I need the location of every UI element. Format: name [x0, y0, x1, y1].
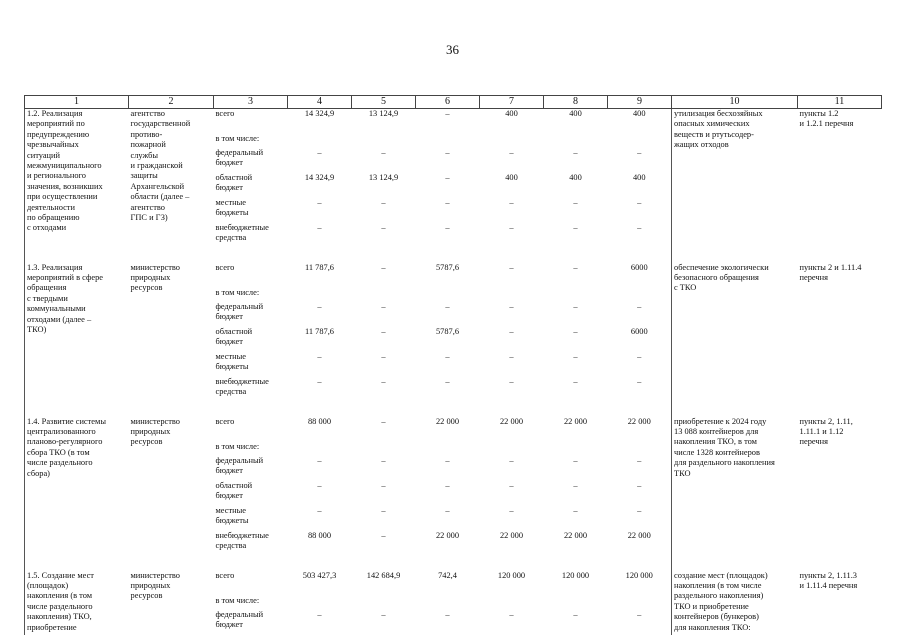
funding-value-cell — [352, 288, 416, 302]
funding-value-cell — [416, 288, 480, 302]
funding-value-cell: – — [317, 197, 322, 207]
funding-source-cell: внебюджетные средства — [215, 530, 269, 550]
funding-value-cell: 6000 — [608, 263, 672, 288]
funding-value-cell: – — [509, 505, 514, 515]
funding-value-cell: – — [573, 222, 578, 232]
funding-value-cell: – — [608, 506, 672, 531]
funding-value-cell: – — [573, 505, 578, 515]
funding-source-cell: местные бюджеты — [215, 505, 249, 525]
result-cell: утилизация бесхозяйных опасных химических веществ и ртутьсодер- жащих отходов — [674, 109, 763, 150]
funding-source-cell: всего — [215, 109, 235, 118]
funding-value-cell: – — [573, 197, 578, 207]
funding-value-cell — [352, 442, 416, 456]
funding-value-cell: 14 324,9 — [304, 109, 335, 118]
funding-value-cell: 11 787,6 — [304, 326, 334, 336]
reference-cell: пункты 2 и 1.11.4 перечня — [799, 262, 862, 282]
funding-value-cell — [544, 134, 608, 148]
funding-value-cell: 400 — [505, 109, 518, 118]
funding-value-cell: – — [381, 222, 386, 232]
funding-value-cell — [608, 288, 672, 302]
funding-value-cell: 120 000 — [608, 571, 672, 596]
funding-value-cell — [416, 596, 480, 610]
funding-value-cell — [544, 596, 608, 610]
funding-value-cell: – — [509, 609, 514, 619]
funding-value-cell: 503 427,3 — [302, 570, 337, 580]
result-cell: создание мест (площадок) накопления (в том числе раздельного накопления) ТКО и приобретение контейнеров (бункеров) для накопления ТКО: — [674, 570, 768, 632]
funding-value-cell — [608, 134, 672, 148]
funding-value-cell — [608, 596, 672, 610]
funding-source-cell: в том числе: — [215, 441, 260, 451]
funding-source-cell: областной бюджет — [215, 326, 253, 346]
funding-value-cell — [480, 442, 544, 456]
funding-value-cell: 88 000 — [307, 530, 332, 540]
funding-source-cell: всего — [215, 570, 235, 580]
funding-value-cell — [352, 596, 416, 610]
funding-value-cell: – — [445, 505, 450, 515]
funding-value-cell: – — [445, 376, 450, 386]
funding-value-cell: – — [608, 456, 672, 481]
funding-value-cell: 120 000 — [497, 570, 526, 580]
funding-value-cell: 400 — [505, 172, 518, 182]
funding-value-cell: – — [381, 480, 386, 490]
funding-value-cell: – — [608, 223, 672, 263]
reference-cell: пункты 1.2 и 1.2.1 перечня — [799, 109, 854, 129]
funding-value-cell: – — [317, 222, 322, 232]
funding-value-cell: – — [445, 455, 450, 465]
funding-value-cell — [544, 442, 608, 456]
column-header-11: 11 — [798, 96, 882, 109]
funding-value-cell: – — [509, 301, 514, 311]
funding-value-cell: 142 684,9 — [366, 570, 401, 580]
funding-value-cell: – — [608, 377, 672, 417]
funding-value-cell: – — [381, 505, 386, 515]
funding-value-cell: – — [445, 609, 450, 619]
funding-value-cell: 13 124,9 — [368, 172, 399, 182]
funding-value-cell: – — [445, 480, 450, 490]
column-header-3: 3 — [214, 96, 288, 109]
funding-value-cell: – — [573, 455, 578, 465]
column-header-6: 6 — [416, 96, 480, 109]
funding-value-cell: – — [317, 609, 322, 619]
funding-value-cell: 22 000 — [608, 417, 672, 442]
funding-value-cell: – — [317, 376, 322, 386]
reference-cell: пункты 2, 1.11.3 и 1.11.4 перечня — [799, 570, 858, 590]
funding-value-cell — [416, 134, 480, 148]
funding-value-cell: 22 000 — [563, 530, 588, 540]
funding-value-cell: – — [381, 301, 386, 311]
funding-value-cell: – — [573, 609, 578, 619]
funding-value-cell — [288, 442, 352, 456]
measure-cell: 1.2. Реализация мероприятий по предупреждению чрезвычайных ситуаций межмуниципального и регионального значения, возникших при осуществлении деятельности по обращению с отходами — [25, 109, 129, 263]
funding-value-cell: – — [381, 351, 386, 361]
funding-value-cell: 22 000 — [563, 416, 588, 426]
funding-value-cell: 13 124,9 — [368, 109, 399, 118]
funding-value-cell: 22 000 — [608, 531, 672, 571]
column-header-9: 9 — [608, 96, 672, 109]
funding-value-cell: – — [573, 480, 578, 490]
funding-value-cell — [480, 596, 544, 610]
funding-source-cell: всего — [215, 262, 235, 272]
funding-source-cell: областной бюджет — [215, 172, 253, 192]
funding-value-cell — [288, 134, 352, 148]
funding-value-cell: – — [573, 262, 578, 272]
column-header-2: 2 — [129, 96, 214, 109]
funding-value-cell: – — [573, 147, 578, 157]
funding-value-cell: – — [445, 172, 450, 182]
result-cell: обеспечение экологически безопасного обращения с ТКО — [674, 262, 769, 293]
funding-source-cell: местные бюджеты — [215, 351, 249, 371]
page-number: 36 — [446, 42, 459, 57]
funding-value-cell: – — [445, 351, 450, 361]
funding-source-cell: в том числе: — [215, 595, 260, 605]
funding-value-cell: – — [381, 376, 386, 386]
funding-value-cell — [480, 288, 544, 302]
funding-value-cell — [416, 442, 480, 456]
funding-value-cell: 400 — [608, 173, 672, 198]
funding-value-cell: – — [509, 197, 514, 207]
funding-source-cell: федеральный бюджет — [215, 455, 264, 475]
funding-value-cell: – — [445, 147, 450, 157]
funding-value-cell: – — [608, 198, 672, 223]
funding-source-cell: в том числе: — [215, 287, 260, 297]
column-header-row — [25, 96, 882, 109]
funding-value-cell: – — [381, 609, 386, 619]
funding-value-cell: – — [608, 302, 672, 327]
funding-value-cell: – — [608, 352, 672, 377]
funding-value-cell: – — [317, 351, 322, 361]
funding-value-cell: – — [509, 147, 514, 157]
measure-cell: 1.5. Создание мест (площадок) накопления (в том числе раздельного накопления) ТКО, приобретение — [25, 571, 129, 635]
funding-value-cell: – — [317, 505, 322, 515]
funding-value-cell: 11 787,6 — [304, 262, 334, 272]
funding-value-cell: – — [608, 148, 672, 173]
funding-value-cell: – — [381, 530, 386, 540]
funding-value-cell: – — [608, 610, 672, 635]
funding-value-cell: – — [317, 455, 322, 465]
reference-cell: пункты 2, 1.11, 1.11.1 и 1.12 перечня — [799, 416, 853, 447]
funding-value-cell: – — [509, 351, 514, 361]
funding-value-cell: – — [573, 326, 578, 336]
funding-value-cell: 22 000 — [499, 530, 524, 540]
funding-value-cell: 5787,6 — [435, 262, 460, 272]
executor-cell: агентство государственной противо- пожарной службы и гражданской защиты Архангельской области (далее – агентство ГПС и ГЗ) — [130, 109, 191, 223]
column-header-7: 7 — [480, 96, 544, 109]
funding-value-cell: 400 — [569, 172, 582, 182]
funding-value-cell: – — [317, 147, 322, 157]
funding-value-cell — [544, 288, 608, 302]
funding-value-cell: – — [573, 351, 578, 361]
funding-value-cell: – — [445, 222, 450, 232]
funding-value-cell: 22 000 — [435, 530, 460, 540]
table-row — [25, 263, 882, 288]
funding-value-cell: – — [509, 376, 514, 386]
funding-value-cell: – — [509, 455, 514, 465]
funding-value-cell: 5787,6 — [435, 326, 460, 336]
funding-value-cell: 742,4 — [438, 570, 457, 580]
funding-source-cell: внебюджетные средства — [215, 376, 269, 396]
column-header-4: 4 — [288, 96, 352, 109]
funding-value-cell: – — [509, 222, 514, 232]
table-row — [25, 109, 882, 134]
funding-source-cell: федеральный бюджет — [215, 301, 264, 321]
funding-value-cell: – — [445, 301, 450, 311]
funding-value-cell — [352, 134, 416, 148]
program-measures-table — [24, 95, 882, 635]
funding-source-cell: областной бюджет — [215, 480, 253, 500]
funding-value-cell: – — [381, 455, 386, 465]
funding-value-cell — [288, 288, 352, 302]
funding-value-cell: – — [608, 481, 672, 506]
funding-value-cell: – — [509, 326, 514, 336]
column-header-5: 5 — [352, 96, 416, 109]
funding-value-cell: 6000 — [608, 327, 672, 352]
result-cell: приобретение к 2024 году 13 088 контейнеров для накопления ТКО, в том числе 1328 контейнеров для раздельного накопления ТКО — [674, 416, 775, 478]
funding-value-cell: 88 000 — [307, 416, 332, 426]
funding-value-cell: – — [317, 301, 322, 311]
measure-cell: 1.4. Развитие системы централизованного планово-регулярного сбора ТКО (в том числе раздельного сбора) — [25, 417, 129, 571]
column-header-1: 1 — [25, 96, 129, 109]
table-row — [25, 417, 882, 442]
funding-value-cell: 400 — [608, 109, 672, 134]
funding-value-cell: – — [381, 416, 386, 426]
funding-value-cell: – — [573, 376, 578, 386]
funding-value-cell: – — [509, 262, 514, 272]
column-header-8: 8 — [544, 96, 608, 109]
funding-value-cell — [288, 596, 352, 610]
executor-cell: министерство природных ресурсов — [130, 262, 180, 293]
table-row — [25, 571, 882, 596]
funding-value-cell: 22 000 — [499, 416, 524, 426]
funding-source-cell: внебюджетные средства — [215, 222, 269, 242]
funding-value-cell: – — [445, 109, 450, 118]
funding-value-cell — [480, 134, 544, 148]
funding-value-cell: – — [445, 197, 450, 207]
funding-value-cell — [608, 442, 672, 456]
funding-source-cell: федеральный бюджет — [215, 147, 264, 167]
executor-cell: министерство природных ресурсов — [130, 570, 180, 601]
funding-source-cell: федеральный бюджет — [215, 609, 264, 629]
funding-value-cell: – — [509, 480, 514, 490]
funding-value-cell: – — [317, 480, 322, 490]
funding-source-cell: в том числе: — [215, 133, 260, 143]
funding-value-cell: – — [381, 147, 386, 157]
funding-value-cell: – — [573, 301, 578, 311]
executor-cell: министерство природных ресурсов — [130, 416, 180, 447]
funding-source-cell: местные бюджеты — [215, 197, 249, 217]
funding-value-cell: – — [381, 197, 386, 207]
funding-value-cell: 400 — [569, 109, 582, 118]
funding-value-cell: – — [381, 326, 386, 336]
funding-value-cell: 14 324,9 — [304, 172, 335, 182]
funding-value-cell: 22 000 — [435, 416, 460, 426]
funding-source-cell: всего — [215, 416, 235, 426]
measure-cell: 1.3. Реализация мероприятий в сфере обращения с твердыми коммунальными отходами (далее – ТКО) — [25, 263, 129, 417]
column-header-10: 10 — [672, 96, 798, 109]
funding-value-cell: 120 000 — [561, 570, 590, 580]
funding-value-cell: – — [381, 262, 386, 272]
